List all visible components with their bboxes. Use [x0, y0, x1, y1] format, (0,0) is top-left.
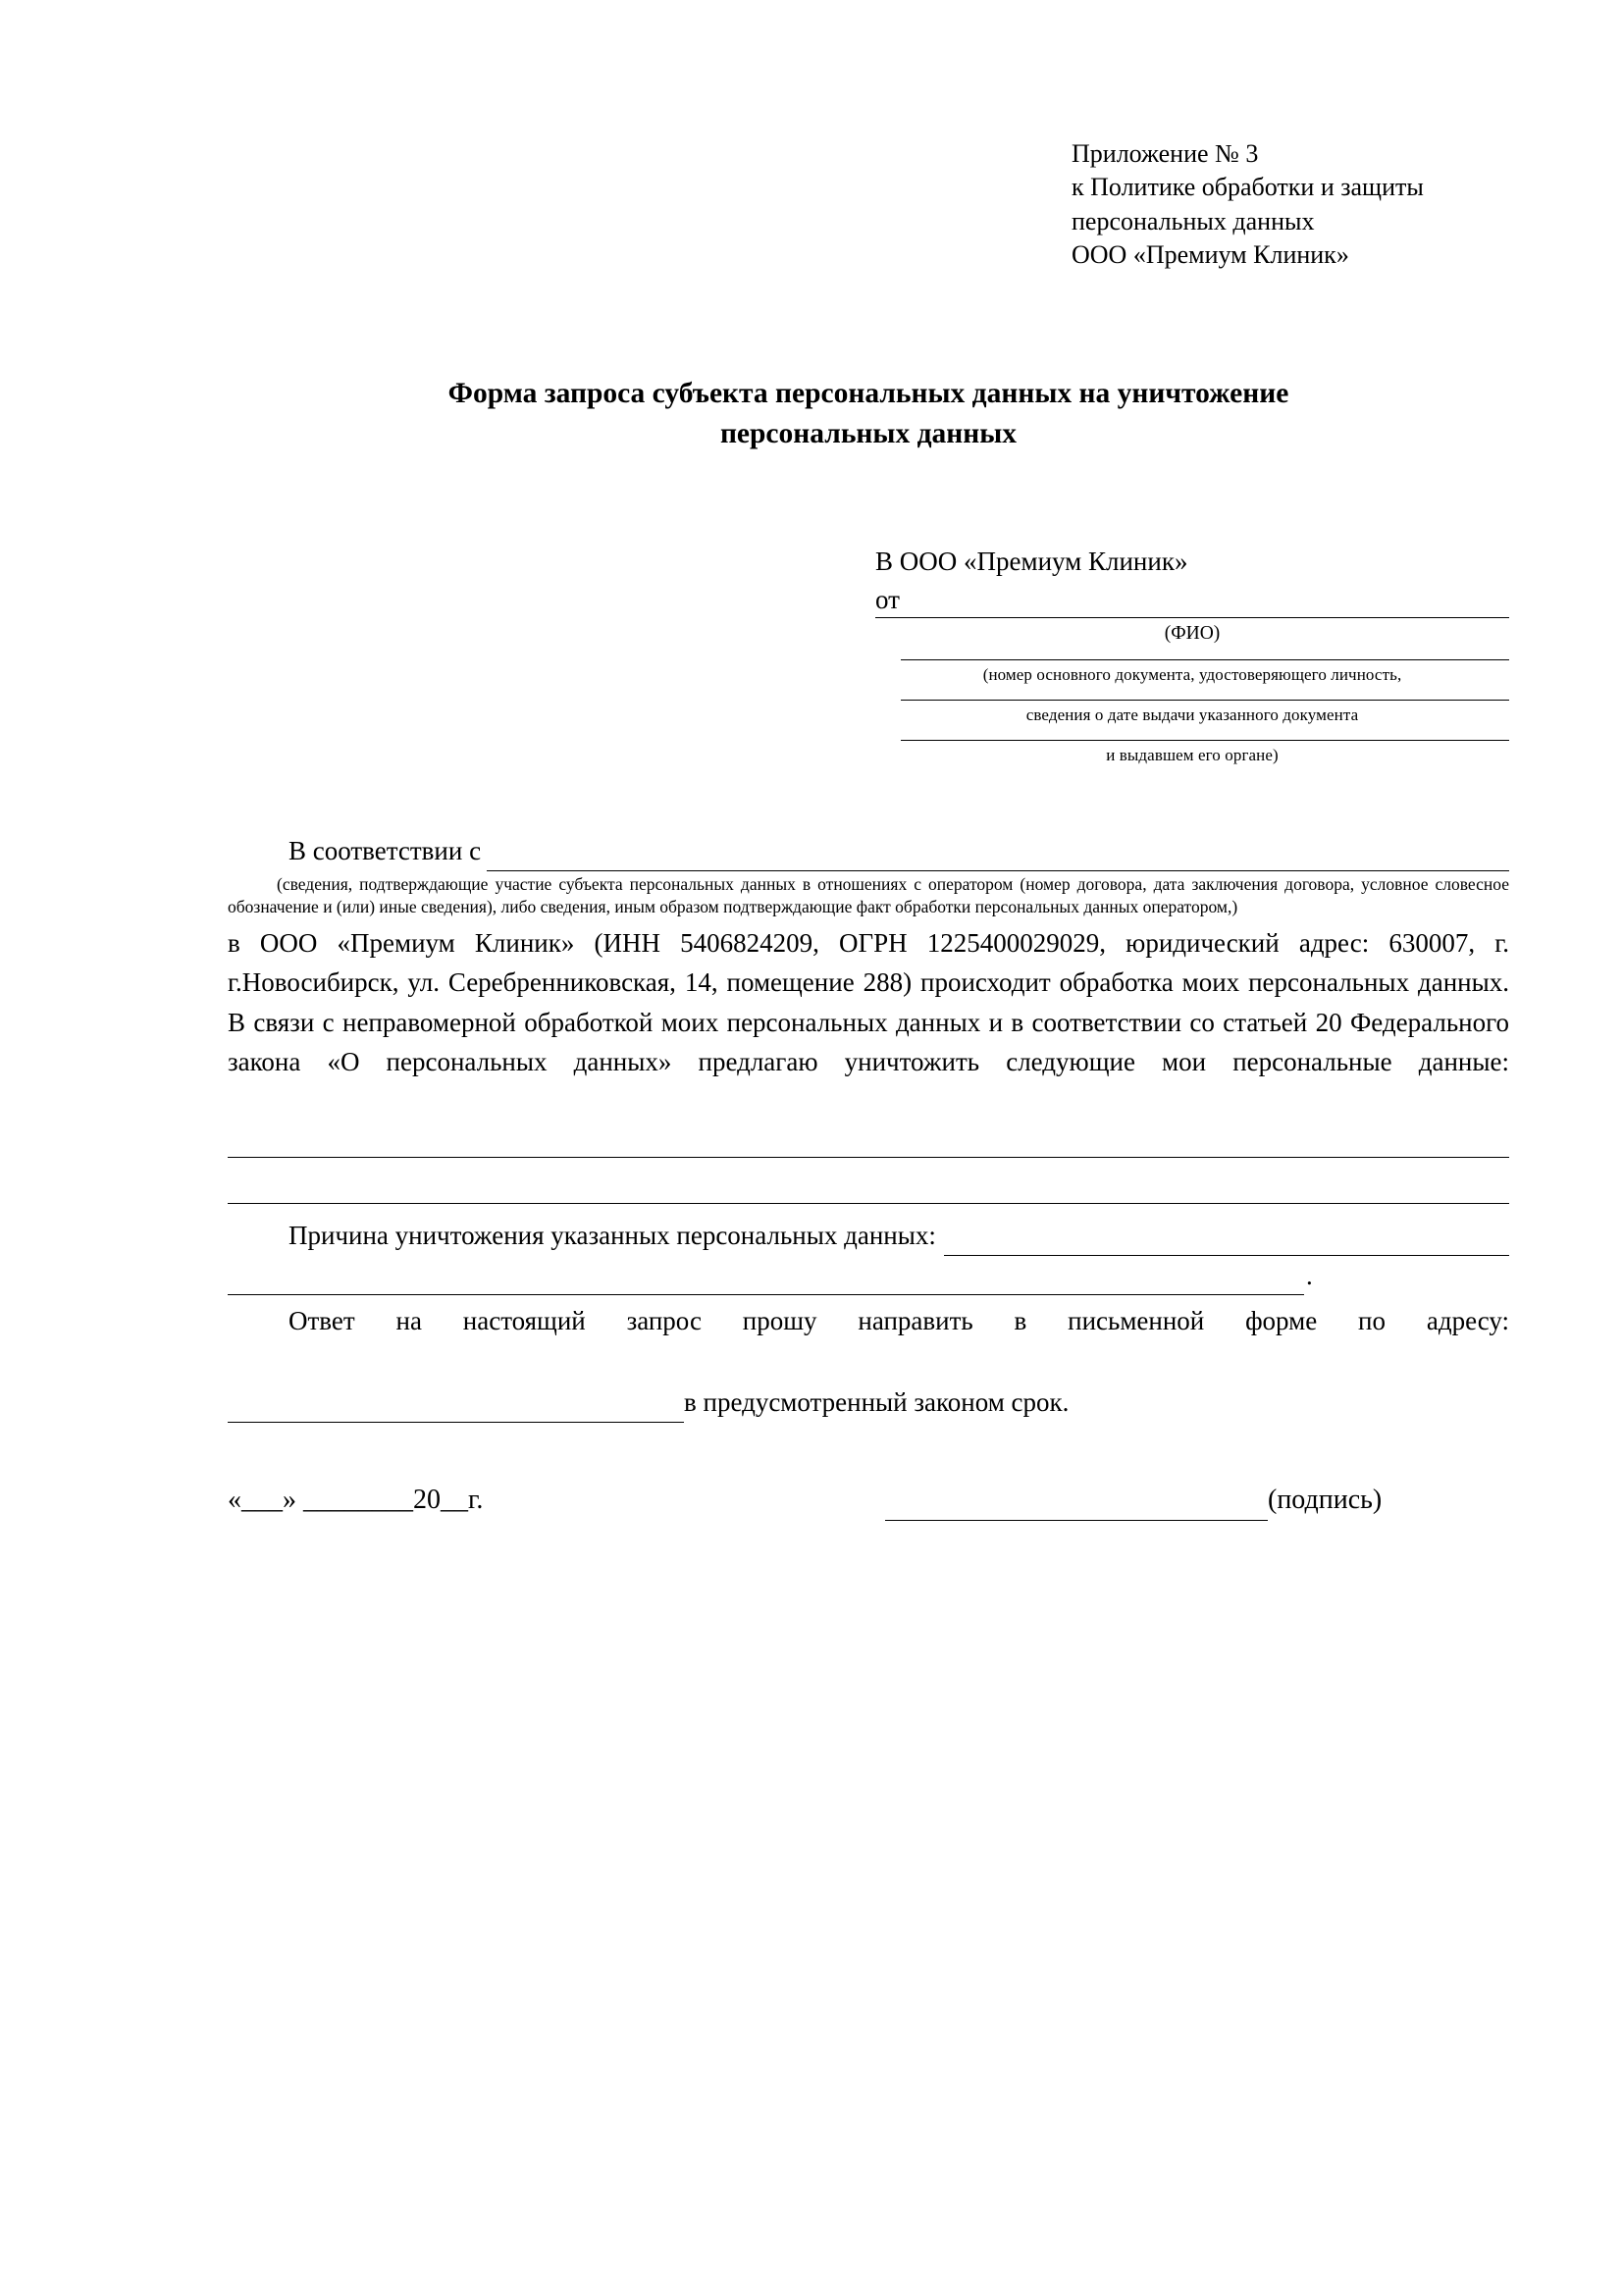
page-title — [228, 374, 1509, 453]
reason-input-line-2[interactable] — [228, 1273, 1304, 1295]
reason-input-line-1[interactable] — [944, 1233, 1509, 1256]
appendix-line-4: ООО «Премиум Клиник» — [1072, 239, 1349, 269]
answer-paragraph — [228, 1301, 1509, 1381]
answer-paragraph-text: Ответ на настоящий запрос прошу направить в письменной форме по адресу: — [288, 1306, 1509, 1335]
signature-caption: (подпись) — [1268, 1484, 1383, 1515]
document-date-caption: сведения о дате выдачи указанного документа — [1025, 705, 1359, 725]
document-date-input-line[interactable] — [901, 700, 1509, 701]
main-paragraph: в ООО «Премиум Клиник» (ИНН 5406824209, ОГРН 1225400029029, юридический адрес: 630007, г. г.Новосибирск, ул. Серебренниковская, 14, помещение 288) происходит обработка моих персональных данных. В связи с неправомерной обработкой моих персональных данных и в соответствии со статьей 20 Федерального закона «О персональных данных» предлагаю уничтожить следующие мои персональные данные: — [228, 927, 1509, 1076]
signature-input-line[interactable] — [885, 1498, 1268, 1521]
date-field[interactable]: «___» ________20__г. — [228, 1484, 484, 1515]
data-list-line-1[interactable] — [228, 1157, 1509, 1158]
fio-input-line[interactable] — [875, 617, 1509, 618]
reason-row — [228, 1216, 1509, 1256]
addressee-from-label: от — [875, 584, 900, 614]
fio-caption: (ФИО) — [1164, 622, 1221, 644]
document-content — [228, 137, 1509, 1521]
addressee-organization: В ООО «Премиум Клиник» — [875, 546, 1188, 576]
document-number-input-line[interactable] — [901, 659, 1509, 660]
page-title-line-1: Форма запроса субъекта персональных данных на уничтожение — [447, 378, 1289, 410]
answer-tail-text: в предусмотренный законом срок. — [684, 1387, 1070, 1417]
page-title-line-2: персональных данных — [719, 417, 1018, 449]
appendix-line-3: персональных данных — [1072, 206, 1315, 235]
document-issuer-caption: и выдавшем его органе) — [1106, 746, 1279, 765]
document-number-caption: (номер основного документа, удостоверяющего личность, — [982, 665, 1402, 685]
body-block — [228, 831, 1509, 1520]
answer-address-row — [228, 1383, 1509, 1423]
appendix-line-2: к Политике обработки и защиты — [1072, 173, 1424, 202]
accordance-input-line[interactable] — [487, 849, 1509, 871]
reason-tail-row — [228, 1256, 1509, 1296]
reason-end-dot: . — [1306, 1260, 1313, 1290]
data-list-line-2[interactable] — [228, 1203, 1509, 1204]
addressee-block — [875, 545, 1509, 767]
accordance-row — [228, 831, 1509, 871]
signature-cell — [885, 1480, 1382, 1521]
document-issuer-input-line[interactable] — [901, 740, 1509, 741]
accordance-note-text: (сведения, подтверждающие участие субъекта персональных данных в отношениях с оператором (номер договора, дата заключения договора, условное словесное обозначение и (или) иные сведения), либо сведения, иным образом подтверждающие факт обработки персональных данных оператором,) — [228, 873, 1509, 917]
appendix-line-1: Приложение № 3 — [1072, 139, 1259, 168]
reason-label: Причина уничтожения указанных персональных данных: — [288, 1221, 936, 1250]
answer-address-input-line[interactable] — [228, 1400, 684, 1423]
accordance-note — [228, 873, 1509, 919]
accordance-label: В соответствии с — [288, 836, 482, 866]
appendix-header — [1072, 137, 1523, 272]
signature-row — [228, 1480, 1509, 1521]
